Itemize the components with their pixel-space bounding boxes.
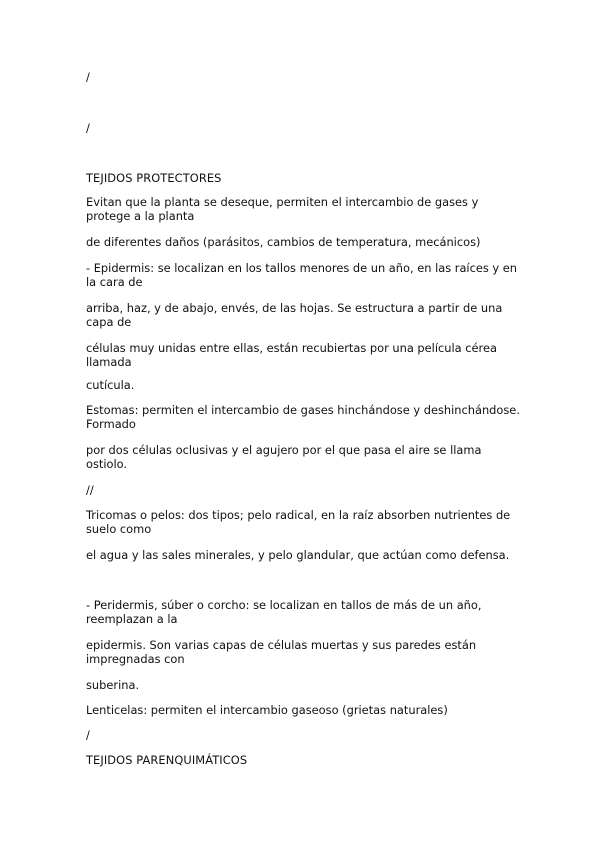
paragraph-12: epidermis. Son varias capas de células muertas y sus paredes están impregnadas con bbox=[86, 638, 477, 666]
paragraph-13: suberina. bbox=[86, 678, 140, 692]
separator-4: / bbox=[86, 728, 90, 742]
separator-2: / bbox=[86, 121, 90, 135]
paragraph-8: por dos células oclusivas y el agujero por el que pasa el aire se llama ostiolo. bbox=[86, 443, 482, 471]
paragraph-2: de diferentes daños (parásitos, cambios de temperatura, mecánicos) bbox=[86, 235, 481, 249]
paragraph-7: Estomas: permiten el intercambio de gases hinchándose y deshinchándose. Formado bbox=[86, 403, 520, 431]
separator-3: // bbox=[86, 483, 94, 497]
paragraph-1: Evitan que la planta se deseque, permiten el intercambio de gases y protege a la planta bbox=[86, 195, 479, 223]
paragraph-10: el agua y las sales minerales, y pelo glandular, que actúan como defensa. bbox=[86, 548, 510, 562]
paragraph-14: Lenticelas: permiten el intercambio gaseoso (grietas naturales) bbox=[86, 703, 448, 717]
paragraph-11: - Peridermis, súber o corcho: se localizan en tallos de más de un año, reemplazan a la bbox=[86, 598, 482, 626]
paragraph-3: - Epidermis: se localizan en los tallos menores de un año, en las raíces y en la cara de bbox=[86, 261, 518, 289]
separator-1: / bbox=[86, 70, 90, 84]
paragraph-6: cutícula. bbox=[86, 378, 135, 392]
heading-tejidos-parenquimaticos: TEJIDOS PARENQUIMÁTICOS bbox=[86, 753, 248, 767]
heading-tejidos-protectores: TEJIDOS PROTECTORES bbox=[86, 171, 222, 185]
paragraph-9: Tricomas o pelos: dos tipos; pelo radical, en la raíz absorben nutrientes de suelo como bbox=[86, 508, 511, 536]
paragraph-4: arriba, haz, y de abajo, envés, de las hojas. Se estructura a partir de una capa de bbox=[86, 301, 503, 329]
paragraph-5: células muy unidas entre ellas, están recubiertas por una película cérea llamada bbox=[86, 341, 497, 369]
